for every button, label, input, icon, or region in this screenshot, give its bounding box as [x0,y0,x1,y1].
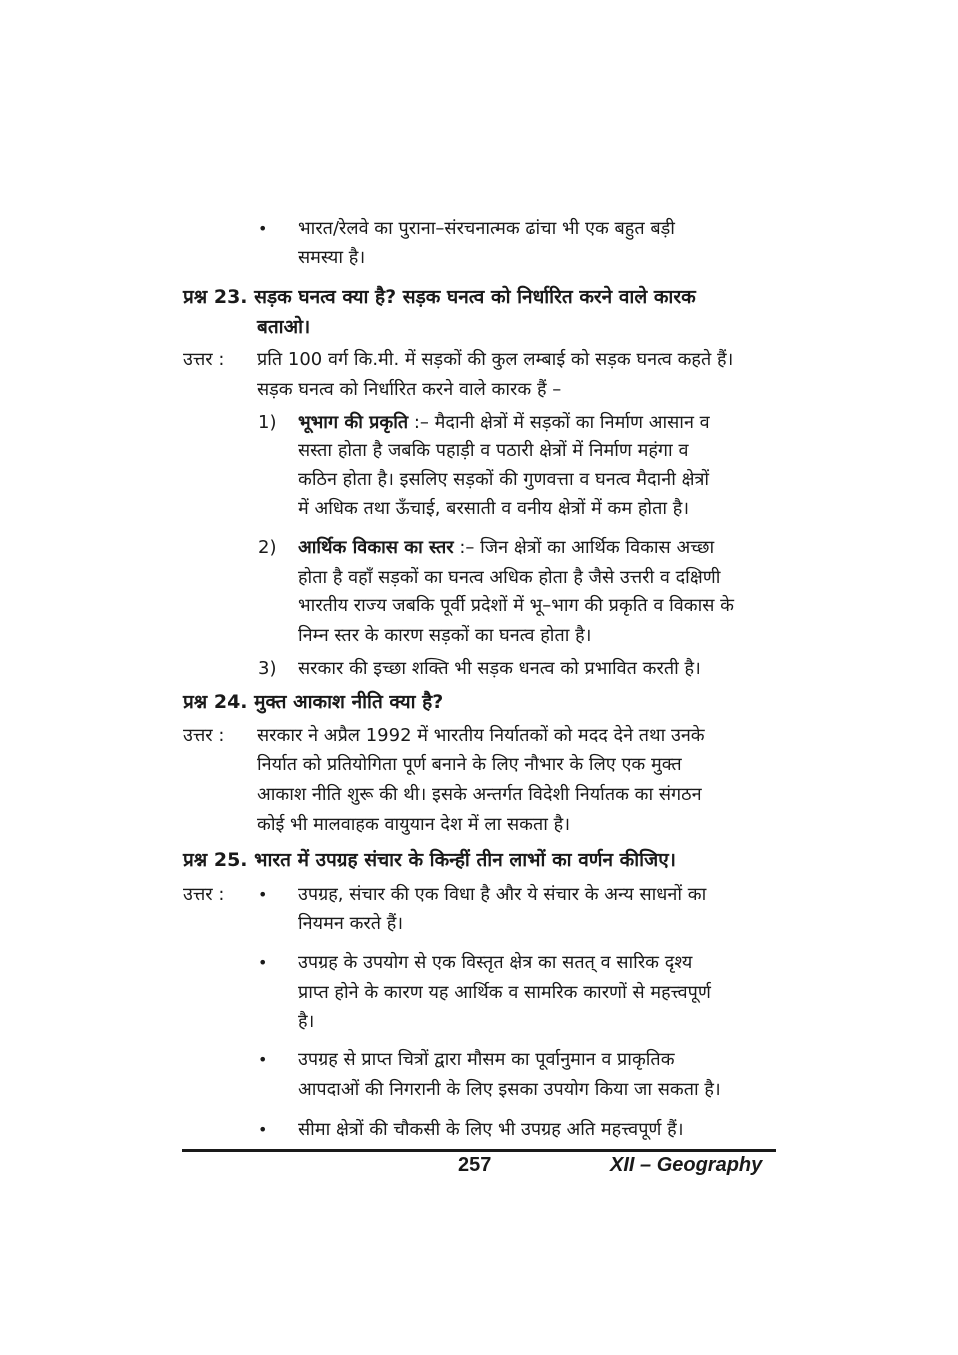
factor-line: निम्न स्तर के कारण सड़कों का घनत्व होता है। [298,625,592,646]
factor-number: 3) [258,658,277,679]
factor-line: सस्ता होता है जबकि पहाड़ी व पठारी क्षेत्रों में निर्माण महंगा व [298,440,689,461]
answer-line: कोई भी मालवाहक वायुयान देश में ला सकता है। [257,814,571,835]
bullet-marker: • [258,219,268,238]
question-text: प्रश्न 25. भारत में उपग्रह संचार के किन्हीं तीन लाभों का वर्णन कीजिए। [183,849,676,871]
bullet-line: आपदाओं की निगरानी के लिए इसका उपयोग किया जा सकता है। [298,1079,721,1100]
factor-line: कठिन होता है। इसलिए सड़कों की गुणवत्ता व घनत्व मैदानी क्षेत्रों [298,469,710,490]
bullet-marker: • [258,1120,268,1139]
factor-heading: भूभाग की प्रकृति [298,412,409,433]
subject-label: XII – Geography [610,1154,763,1176]
bullet-line: भारत/रेलवे का पुराना–संरचनात्मक ढांचा भी एक बहुत बड़ी [298,218,675,239]
factor-number: 2) [258,537,277,558]
factor-line: में अधिक तथा ऊँचाई, बरसाती व वनीय क्षेत्रों में कम होता है। [298,498,690,519]
bullet-marker: • [258,1050,268,1069]
factor-first-line [298,410,710,436]
bullet-line: उपग्रह के उपयोग से एक विस्तृत क्षेत्र का सतत् व सारिक दृश्य [298,952,693,973]
bullet-line: समस्या है। [298,247,366,268]
bullet-line: प्राप्त होने के कारण यह आर्थिक व सामरिक कारणों से महत्त्वपूर्ण [298,982,711,1003]
answer-line: निर्यात को प्रतियोगिता पूर्ण बनाने के लिए नौभार के लिए एक मुक्त [257,754,682,775]
page-number: 257 [458,1154,492,1176]
factor-first-line [298,535,714,561]
bullet-line: सीमा क्षेत्रों की चौकसी के लिए भी उपग्रह अति महत्त्वपूर्ण हैं। [298,1119,684,1140]
question-text: प्रश्न 24. मुक्त आकाश नीति क्या है? [183,691,444,713]
factor-number: 1) [258,412,277,433]
question-text: प्रश्न 23. सड़क घनत्व क्या है? सड़क घनत्व को निर्धारित करने वाले कारक [183,286,696,308]
factor-line: भारतीय राज्य जबकि पूर्वी प्रदेशों में भू–भाग की प्रकृति व विकास के [298,595,734,616]
bullet-marker: • [258,953,268,972]
factor-line: सरकार की इच्छा शक्ति भी सड़क धनत्व को प्रभावित करती है। [298,658,701,679]
bullet-line: उपग्रह, संचार की एक विधा है और ये संचार के अन्य साधनों का [298,884,707,905]
factor-heading: आर्थिक विकास का स्तर [298,537,454,558]
bullet-line: है। [298,1011,315,1032]
bullet-line: नियमन करते हैं। [298,913,404,934]
answer-line: सरकार ने अप्रैल 1992 में भारतीय निर्यातकों को मदद देने तथा उनके [257,725,705,746]
bullet-line: उपग्रह से प्राप्त चित्रों द्वारा मौसम का पूर्वानुमान व प्राकृतिक [298,1049,675,1070]
answer-line: सड़क घनत्व को निर्धारित करने वाले कारक हैं – [257,379,562,400]
factor-text: :– मैदानी क्षेत्रों में सड़कों का निर्माण आसान व [408,412,710,433]
factor-text: :– जिन क्षेत्रों का आर्थिक विकास अच्छा [453,537,715,558]
answer-line: प्रति 100 वर्ग कि.मी. में सड़कों की कुल लम्बाई को सड़क घनत्व कहते हैं। [257,349,734,370]
bullet-marker: • [258,885,268,904]
answer-label: उत्तर : [183,725,225,746]
answer-label: उत्तर : [183,349,225,370]
answer-line: आकाश नीति शुरू की थी। इसके अन्तर्गत विदेशी निर्यातक का संगठन [257,784,702,805]
factor-line: होता है वहाँ सड़कों का घनत्व अधिक होता है जैसे उत्तरी व दक्षिणी [298,567,721,588]
question-text: बताओ। [257,316,311,338]
answer-label: उत्तर : [183,884,225,905]
